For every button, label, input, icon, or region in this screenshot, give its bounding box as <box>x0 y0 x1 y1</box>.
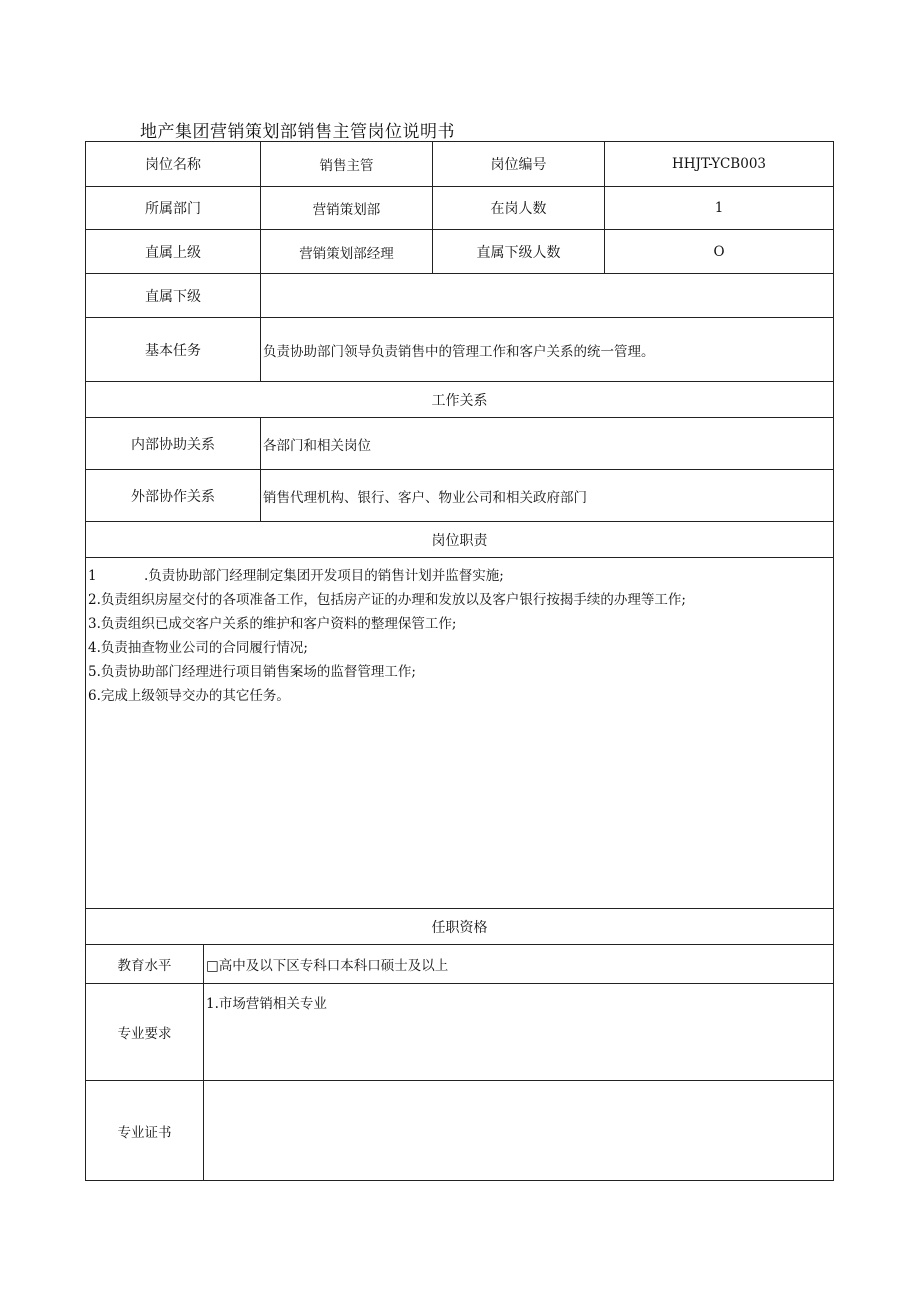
duty-item-2-text: 2.负责组织房屋交付的各项准备工作，包括房产证的办理和发放以及客户银行按揭手续的办理等工作; <box>88 592 686 608</box>
certificate-label: 专业证书 <box>86 1081 204 1181</box>
basic-task-value: 负责协助部门领导负责销售中的管理工作和客户关系的统一管理。 <box>261 318 834 382</box>
row-internal-relations <box>86 418 834 470</box>
department-value: 营销策划部 <box>261 187 433 230</box>
row-position <box>86 142 834 187</box>
duty-item-1-text: .负责协助部门经理制定集团开发项目的销售计划并监督实施; <box>144 568 504 584</box>
basic-task-label: 基本任务 <box>86 318 261 382</box>
duty-item-1 <box>88 564 831 588</box>
duty-item-5 <box>88 660 831 684</box>
subordinate-count-value: O <box>605 230 834 274</box>
duty-item-3 <box>88 612 831 636</box>
duty-item-4-text: 4.负责抽查物业公司的合同履行情况; <box>88 640 308 656</box>
row-basic-task <box>86 318 834 382</box>
row-subordinate <box>86 274 834 318</box>
internal-relations-value: 各部门和相关岗位 <box>261 418 834 470</box>
duty-item-2 <box>88 588 831 612</box>
document-title: 地产集团营销策划部销售主管岗位说明书 <box>140 122 455 142</box>
row-external-relations <box>86 470 834 522</box>
position-code-value: HHJT-YCB003 <box>605 142 834 187</box>
subordinate-label: 直属下级 <box>86 274 261 318</box>
row-duties <box>86 558 834 909</box>
major-value: 1.市场营销相关专业 <box>204 984 834 1081</box>
row-education <box>86 945 834 984</box>
internal-relations-label: 内部协助关系 <box>86 418 261 470</box>
duties-heading: 岗位职责 <box>86 522 834 558</box>
row-department <box>86 187 834 230</box>
duty-item-1-number: 1 <box>88 568 97 584</box>
headcount-label: 在岗人数 <box>433 187 605 230</box>
education-value: □高中及以下区专科口本科口硕士及以上 <box>204 945 834 984</box>
qualifications-heading: 任职资格 <box>86 909 834 945</box>
duty-item-6 <box>88 684 831 708</box>
position-name-label: 岗位名称 <box>86 142 261 187</box>
job-description-table <box>85 141 834 1181</box>
duties-list <box>86 558 834 909</box>
department-label: 所属部门 <box>86 187 261 230</box>
external-relations-label: 外部协作关系 <box>86 470 261 522</box>
certificate-value <box>204 1081 834 1181</box>
position-code-label: 岗位编号 <box>433 142 605 187</box>
row-duties-heading <box>86 522 834 558</box>
row-certificate <box>86 1081 834 1181</box>
row-work-relations-heading <box>86 382 834 418</box>
duty-item-3-text: 3.负责组织已成交客户关系的维护和客户资料的整理保管工作; <box>88 616 457 632</box>
row-major <box>86 984 834 1081</box>
row-qualifications-heading <box>86 909 834 945</box>
headcount-value: 1 <box>605 187 834 230</box>
duty-item-4 <box>88 636 831 660</box>
position-name-value: 销售主管 <box>261 142 433 187</box>
superior-value: 营销策划部经理 <box>261 230 433 274</box>
external-relations-value: 销售代理机构、银行、客户、物业公司和相关政府部门 <box>261 470 834 522</box>
work-relations-heading: 工作关系 <box>86 382 834 418</box>
row-superior <box>86 230 834 274</box>
education-label: 教育水平 <box>86 945 204 984</box>
subordinate-count-label: 直属下级人数 <box>433 230 605 274</box>
subordinate-value <box>261 274 834 318</box>
duty-item-6-text: 6.完成上级领导交办的其它任务。 <box>88 688 290 704</box>
superior-label: 直属上级 <box>86 230 261 274</box>
duty-item-5-text: 5.负责协助部门经理进行项目销售案场的监督管理工作; <box>88 664 416 680</box>
major-label: 专业要求 <box>86 984 204 1081</box>
